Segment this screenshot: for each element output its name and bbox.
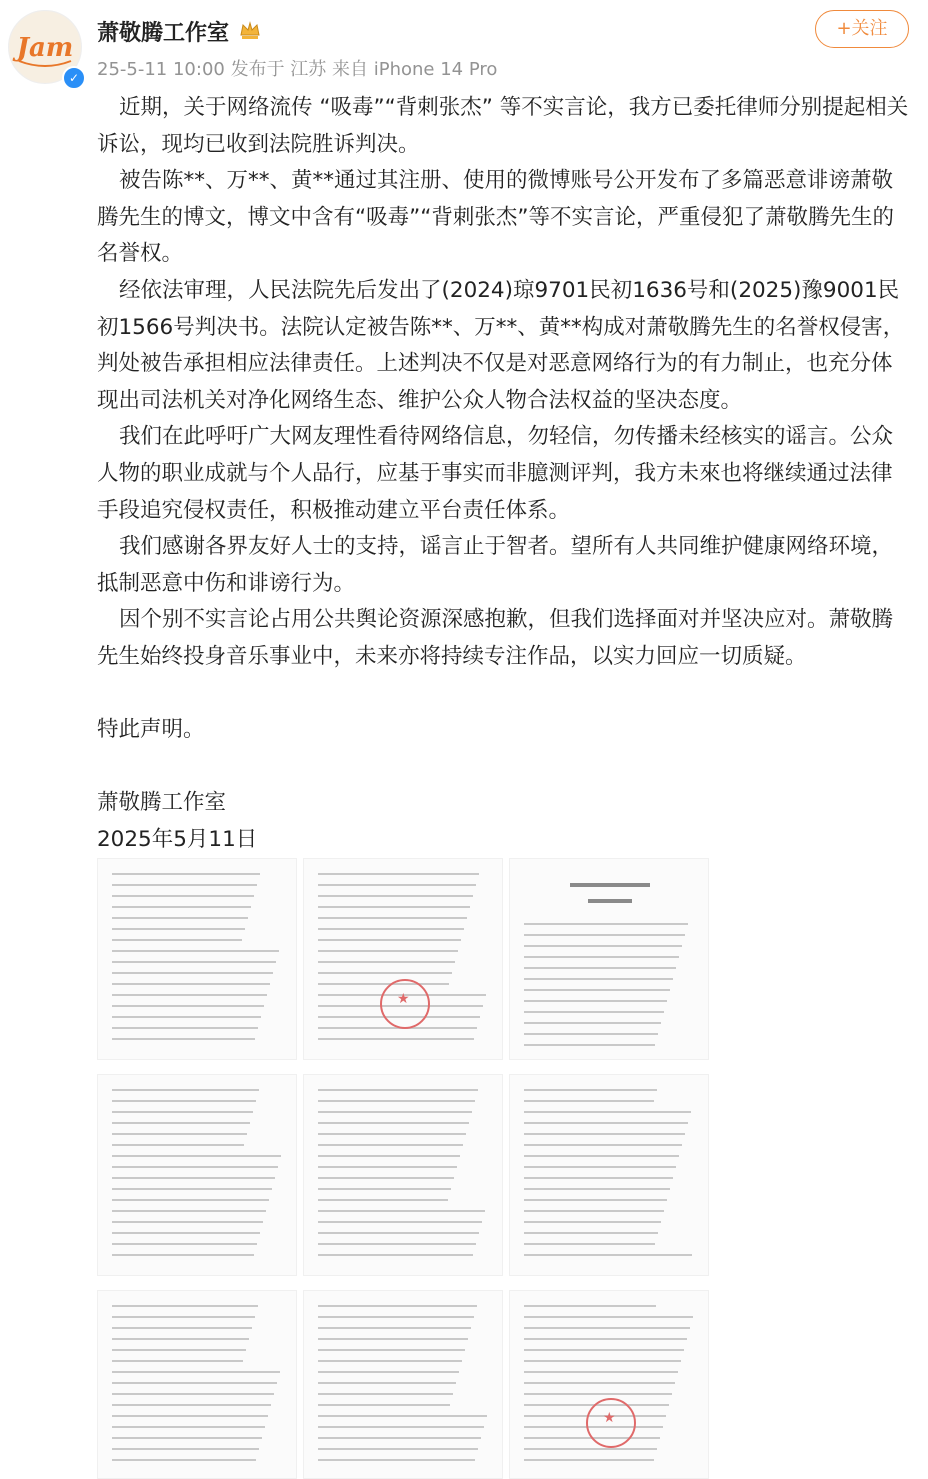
paragraph: 经依法审理，人民法院先后发出了(2024)琼9701民初1636号和(2025)豫9001民初1566号判决书。法院认定被告陈**、万**、黄**构成对萧敬腾先生的名誉权侵害，判处被告承担相应法律责任。上述判决不仅是对恶意网络行为的有力制止，也充分体现出司法机关对净化网络生态、维护公众人物合法权益的坚决态度。: [97, 277, 905, 413]
image-thumb-4[interactable]: [97, 1074, 297, 1276]
image-thumb-6[interactable]: [509, 1074, 709, 1276]
author-name[interactable]: 萧敬腾工作室: [97, 21, 230, 46]
paragraph: 被告陈**、万**、黄**通过其注册、使用的微博账号公开发布了多篇恶意诽谤萧敬腾先生的博文，博文中含有“吸毒”“背刺张杰”等不实言论，严重侵犯了萧敬腾先生的名誉权。: [97, 168, 895, 267]
post-content: [97, 90, 909, 858]
signature: 萧敬腾工作室: [97, 790, 227, 816]
paragraph: 因个别不实言论占用公共舆论资源深感抱歉，但我们选择面对并坚决应对。萧敬腾先生始终投身音乐事业中，未来亦将持续专注作品，以实力回应一切质疑。: [97, 607, 894, 669]
svg-text:Jam: Jam: [16, 33, 74, 63]
paragraph: 近期，关于网络流传 “吸毒”“背刺张杰” 等不实言论，我方已委托律师分别提起相关诉讼，现均已收到法院胜诉判决。: [97, 95, 909, 157]
fan-crown-icon: [238, 18, 262, 42]
image-thumb-9[interactable]: [509, 1290, 709, 1479]
closing-line: 特此声明。: [97, 717, 205, 743]
image-thumb-8[interactable]: [303, 1290, 503, 1479]
image-thumb-7[interactable]: [97, 1290, 297, 1479]
paragraph: 我们在此呼吁广大网友理性看待网络信息，勿轻信，勿传播未经核实的谣言。公众人物的职业成就与个人品行，应基于事实而非臆测评判，我方未來也将继续通过法律手段追究侵权责任，积极推动建立平台责任体系。: [97, 424, 894, 523]
image-thumb-3[interactable]: [509, 858, 709, 1060]
verified-badge-icon: ✓: [62, 66, 86, 90]
post-meta: 25-5-11 10:00 发布于 江苏 来自 iPhone 14 Pro: [97, 59, 498, 80]
post-header: [0, 0, 928, 92]
post-date: 2025年5月11日: [97, 826, 258, 852]
follow-button[interactable]: +关注: [815, 10, 909, 48]
image-thumb-5[interactable]: [303, 1074, 503, 1276]
paragraph: 我们感谢各界友好人士的支持，谣言止于智者。望所有人共同维护健康网络环境，抵制恶意中伤和诽谤行为。: [97, 534, 894, 596]
image-thumb-2[interactable]: [303, 858, 503, 1060]
image-thumb-1[interactable]: [97, 858, 297, 1060]
